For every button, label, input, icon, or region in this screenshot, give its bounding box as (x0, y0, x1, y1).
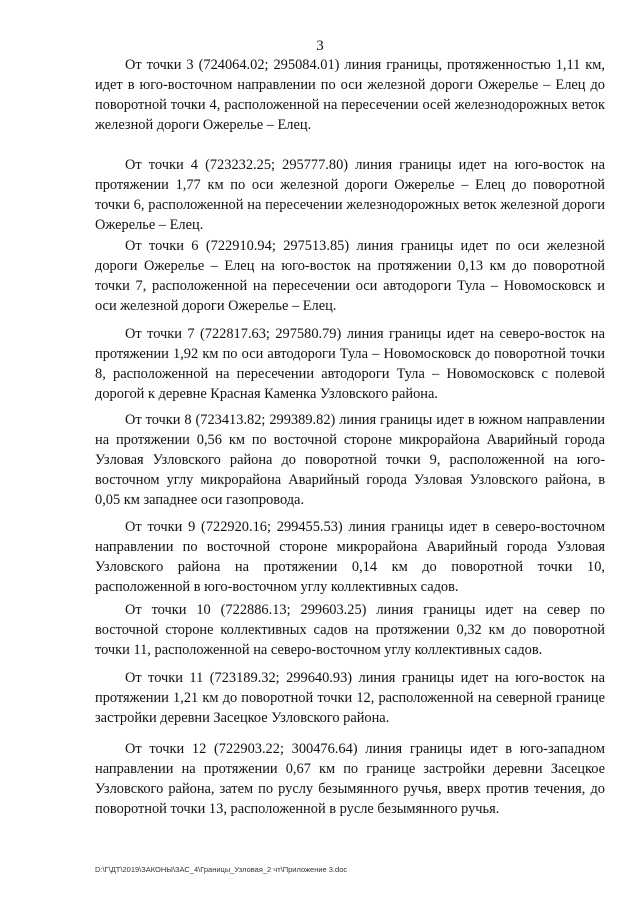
paragraph-point-4: От точки 4 (723232.25; 295777.80) линия границы идет на юго-восток на протяжении 1,77 км по оси железной дороги Ожерелье – Елец до поворотной точки 6, расположенной на пересечении железнодорожных веток железной дороги Ожерелье – Елец. (95, 157, 605, 233)
page-number: 3 (316, 38, 324, 54)
paragraph-point-8: От точки 8 (723413.82; 299389.82) линия границы идет в южном направлении на протяжении 0,56 км по восточной стороне микрорайона Аварийный города Узловая Узловского района до поворотной точки 9, расположенной на юго-восточном углу микрорайона Аварийный города Узловая Узловского района, в 0,05 км западнее оси газопровода. (95, 412, 605, 508)
paragraph-point-7: От точки 7 (722817.63; 297580.79) линия границы идет на северо-восток на протяжении 1,92 км по оси автодороги Тула – Новомосковск до поворотной точки 8, расположенной на пересечении автодороги Тула – Новомосковск с полевой дорогой к деревне Красная Каменка Узловского района. (95, 326, 605, 402)
paragraph-point-3: От точки 3 (724064.02; 295084.01) линия границы, протяженностью 1,11 км, идет в юго-восточном направлении по оси железной дороги Ожерелье – Елец до поворотной точки 4, расположенной на пересечении осей железнодорожных веток железной дороги Ожерелье – Елец. (95, 57, 605, 133)
paragraph-point-11: От точки 11 (723189.32; 299640.93) линия границы идет на юго-восток на протяжении 1,21 км до поворотной точки 12, расположенной на северной границе застройки деревни Засецкое Узловского района. (95, 670, 605, 726)
paragraph-point-10: От точки 10 (722886.13; 299603.25) линия границы идет на север по восточной стороне коллективных садов на протяжении 0,32 км до поворотной точки 11, расположенной на северо-восточном углу коллективных садов. (95, 602, 605, 658)
paragraph-point-12: От точки 12 (722903.22; 300476.64) линия границы идет в юго-западном направлении на протяжении 0,67 км по границе застройки деревни Засецкое Узловского района, затем по руслу безымянного ручья, вверх против течения, до поворотной точки 13, расположенной в русле безымянного ручья. (95, 741, 605, 817)
footer-file-path: D:\Г\ДТ\2019\ЗАКОНЫ\ЗАС_4\Границы_Узловая_2 чт\Приложение 3.doc (95, 865, 348, 874)
paragraph-point-9: От точки 9 (722920.16; 299455.53) линия границы идет в северо-восточном направлении по восточной стороне микрорайона Аварийный города Узловая Узловского района на протяжении 0,14 км до поворотной точки 10, расположенной в юго-восточном углу коллективных садов. (95, 519, 605, 595)
paragraph-point-6: От точки 6 (722910.94; 297513.85) линия границы идет по оси железной дороги Ожерелье – Елец на юго-восток на протяжении 0,13 км до поворотной точки 7, расположенной на пересечении оси автодороги Тула – Новомосковск и оси железной дороги Ожерелье – Елец. (95, 238, 605, 314)
